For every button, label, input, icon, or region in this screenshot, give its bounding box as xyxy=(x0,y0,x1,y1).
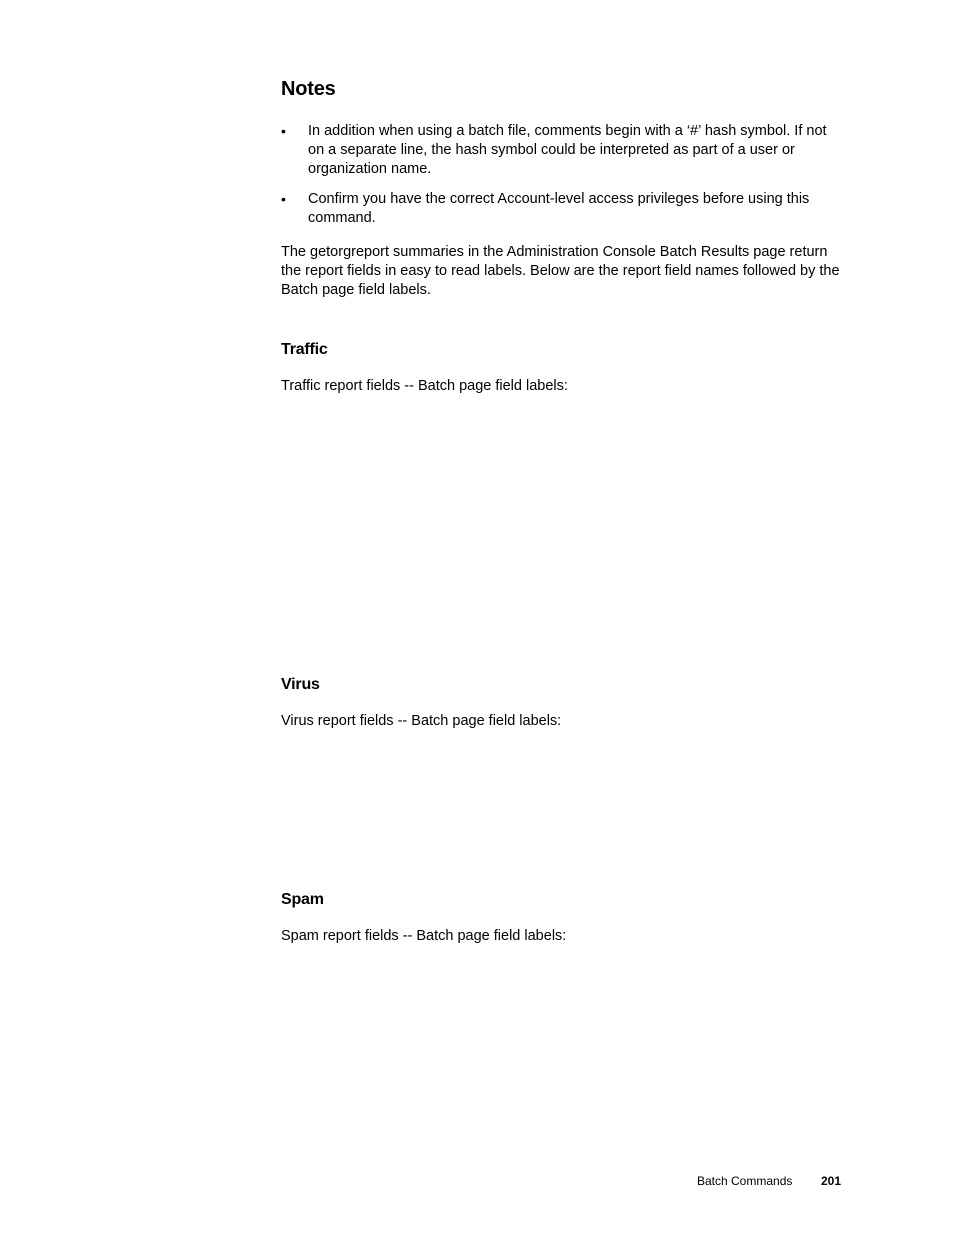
bullet-text: In addition when using a batch file, comments begin with a ‘#’ hash symbol. If not on a separate line, the hash symbol could be interpreted as part of a user or organization name. xyxy=(308,123,827,177)
list-item xyxy=(281,122,841,179)
bullet-text: Confirm you have the correct Account-level access privileges before using this command. xyxy=(308,191,810,226)
spam-heading: Spam xyxy=(281,891,324,908)
bullet-marker: • xyxy=(281,123,286,139)
virus-heading: Virus xyxy=(281,676,320,693)
footer-page-number: 201 xyxy=(821,1174,842,1188)
traffic-heading: Traffic xyxy=(281,341,328,358)
notes-bullet-list xyxy=(281,122,841,239)
list-item xyxy=(281,190,841,228)
virus-description: Virus report fields -- Batch page field labels: xyxy=(281,713,562,729)
footer-section-title: Batch Commands xyxy=(697,1174,793,1188)
intro-paragraph: The getorgreport summaries in the Administration Console Batch Results page return the report fields in easy to read labels. Below are the report field names followed by the Batch page field labels. xyxy=(281,244,840,298)
spam-description: Spam report fields -- Batch page field labels: xyxy=(281,928,567,944)
traffic-description: Traffic report fields -- Batch page field labels: xyxy=(281,378,568,394)
bullet-marker: • xyxy=(281,191,286,207)
notes-heading: Notes xyxy=(281,78,336,100)
